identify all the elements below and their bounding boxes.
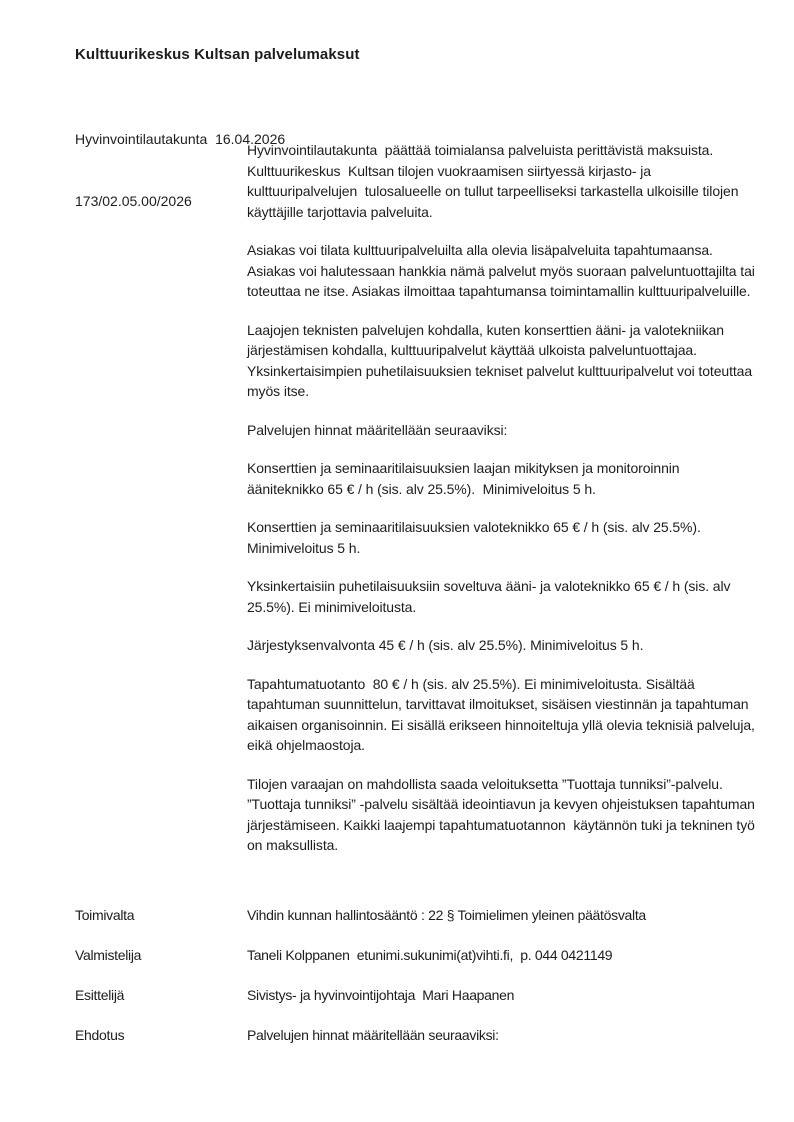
body-paragraph: Konserttien ja seminaaritilaisuuksien laajan mikityksen ja monitoroinnin ääniteknikko 65 € / h (sis. alv 25.5%). Minimiveloitus 5 h. bbox=[247, 460, 684, 497]
footer-row bbox=[75, 1025, 759, 1045]
diary-number-line: 173/02.05.00/2026 bbox=[75, 192, 192, 209]
body-paragraph: Palvelujen hinnat määritellään seuraaviksi: bbox=[247, 421, 508, 438]
footer-value: Sivistys- ja hyvinvointijohtaja Mari Haapanen bbox=[247, 987, 515, 1003]
body-paragraph: Laajojen teknisten palvelujen kohdalla, kuten konserttien ääni- ja valotekniikan järjestämisen kohdalla, kulttuuripalvelut käyttää ulkoista palveluntuottajaa. Yksinkertaisimpien puhetilaisuuksien tekniset palvelut kulttuuripalvelut voi toteuttaa myös itse. bbox=[247, 321, 756, 399]
body-paragraph: Järjestyksenvalvonta 45 € / h (sis. alv 25.5%). Minimiveloitus 5 h. bbox=[247, 637, 644, 653]
document-body bbox=[247, 140, 759, 874]
body-paragraph: Hyvinvointilautakunta päättää toimialansa palveluista perittävistä maksuista. Kulttuurikeskus Kultsan tilojen vuokraamisen siirtyessä kirjasto- ja kulttuuripalvelujen tulosalueelle on tullut tarpeelliseksi tarkastella ulkoisille tilojen käyttäjille tarjottavia palveluita. bbox=[247, 142, 743, 220]
footer-label: Ehdotus bbox=[75, 1027, 125, 1043]
footer-row bbox=[75, 985, 759, 1005]
footer-row bbox=[75, 905, 759, 925]
footer-label: Valmistelija bbox=[75, 947, 142, 963]
document-title: Kulttuurikeskus Kultsan palvelumaksut bbox=[75, 46, 360, 63]
footer-label: Toimivalta bbox=[75, 907, 135, 923]
footer-label: Esittelijä bbox=[75, 987, 125, 1003]
body-paragraph: Konserttien ja seminaaritilaisuuksien valoteknikko 65 € / h (sis. alv 25.5%). Minimiveloitus 5 h. bbox=[247, 519, 705, 556]
body-paragraph: Asiakas voi tilata kulttuuripalveluilta alla olevia lisäpalveluita tapahtumaansa. Asiakas voi halutessaan hankkia nämä palvelut myös suoraan palveluntuottajilta tai toteuttaa ne itse. Asiakas ilmoittaa tapahtumansa toimintamallin kulttuuripalveluille. bbox=[247, 242, 759, 299]
decision-metadata bbox=[75, 905, 759, 1065]
body-paragraph: Yksinkertaisiin puhetilaisuuksiin soveltuva ääni- ja valoteknikko 65 € / h (sis. alv 25.5%). Ei minimiveloitusta. bbox=[247, 578, 735, 615]
footer-value: Taneli Kolppanen etunimi.sukunimi(at)vihti.fi, p. 044 0421149 bbox=[247, 947, 613, 963]
footer-value: Palvelujen hinnat määritellään seuraaviksi: bbox=[247, 1027, 499, 1043]
committee-date-line: Hyvinvointilautakunta 16.04.2026 bbox=[75, 131, 286, 147]
footer-value: Vihdin kunnan hallintosääntö : 22 § Toimielimen yleinen päätösvalta bbox=[247, 907, 646, 923]
footer-row bbox=[75, 945, 759, 965]
body-paragraph: Tapahtumatuotanto 80 € / h (sis. alv 25.5%). Ei minimiveloitusta. Sisältää tapahtuman suunnittelun, tarvittavat ilmoitukset, sisäisen viestinnän ja tapahtuman aikaisen organisoinnin. Ei sisällä erikseen hinnoiteltuja yllä olevia teknisiä palveluja, eikä ohjelmaostoja. bbox=[247, 675, 759, 753]
body-paragraph: Tilojen varaajan on mahdollista saada veloituksetta ”Tuottaja tunniksi”-palvelu. ”Tuottaja tunniksi” -palvelu sisältää ideointiavun ja kevyen ohjeistuksen tapahtuman järjestämiseen. Kaikki laajempi tapahtumatuotannon käytännön tuki ja tekninen työ on maksullista. bbox=[247, 775, 759, 853]
